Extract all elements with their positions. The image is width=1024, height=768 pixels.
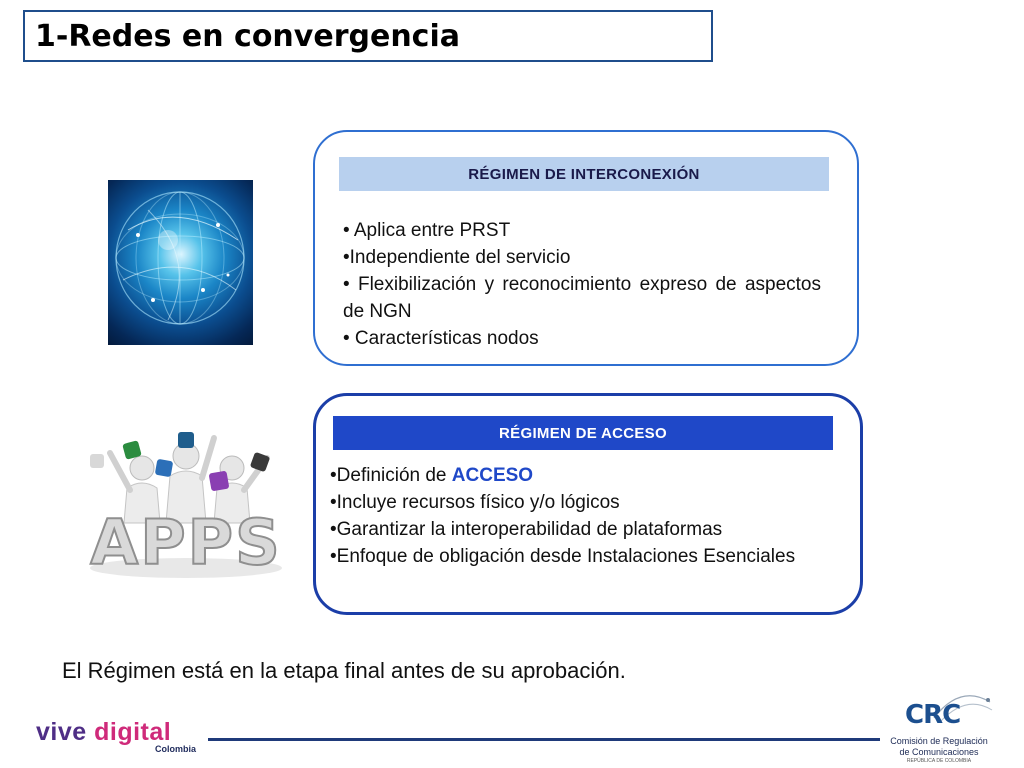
acceso-header: RÉGIMEN DE ACCESO [333, 416, 833, 450]
crc-logo: CRC [905, 700, 961, 730]
svg-text:APPS: APPS [90, 506, 282, 579]
list-item [330, 462, 854, 489]
crc-line-3: REPÚBLICA DE COLOMBIA [906, 758, 972, 764]
acceso-card [313, 393, 863, 615]
approval-statement: El Régimen está en la etapa final antes de su aprobación. [62, 658, 626, 683]
definition-label: •Definición de [330, 465, 452, 486]
globe-network-icon [108, 180, 253, 345]
acceso-highlight: ACCESO [451, 465, 534, 486]
list-item: •Incluye recursos físico y/o lógicos [330, 492, 620, 513]
list-item: • Aplica entre PRST [343, 220, 511, 241]
list-item: • Flexibilización y reconocimiento expreso de aspectos de NGN [343, 274, 821, 322]
acceso-list [330, 462, 854, 570]
vive-word: vive [36, 718, 95, 746]
footer-divider [208, 738, 880, 741]
digital-word: digital [94, 718, 172, 746]
list-item: • Características nodos [343, 328, 539, 349]
list-item: •Independiente del servicio [343, 247, 571, 268]
crc-line-2: de Comunicaciones [899, 747, 979, 757]
interconexion-list [343, 217, 821, 352]
apps-people-icon [82, 428, 290, 580]
vive-digital-logo [36, 718, 171, 747]
interconexion-header: RÉGIMEN DE INTERCONEXIÓN [339, 157, 829, 191]
list-item: •Enfoque de obligación desde Instalaciones Esenciales [330, 546, 796, 567]
list-item: •Garantizar la interoperabilidad de plataformas [330, 519, 723, 540]
interconexion-card [313, 130, 859, 366]
crc-caption [884, 736, 994, 765]
crc-line-1: Comisión de Regulación [890, 736, 988, 746]
slide-title: 1-Redes en convergencia [35, 19, 460, 54]
vive-digital-country: Colombia [155, 744, 197, 754]
slide-title-box [23, 10, 713, 62]
